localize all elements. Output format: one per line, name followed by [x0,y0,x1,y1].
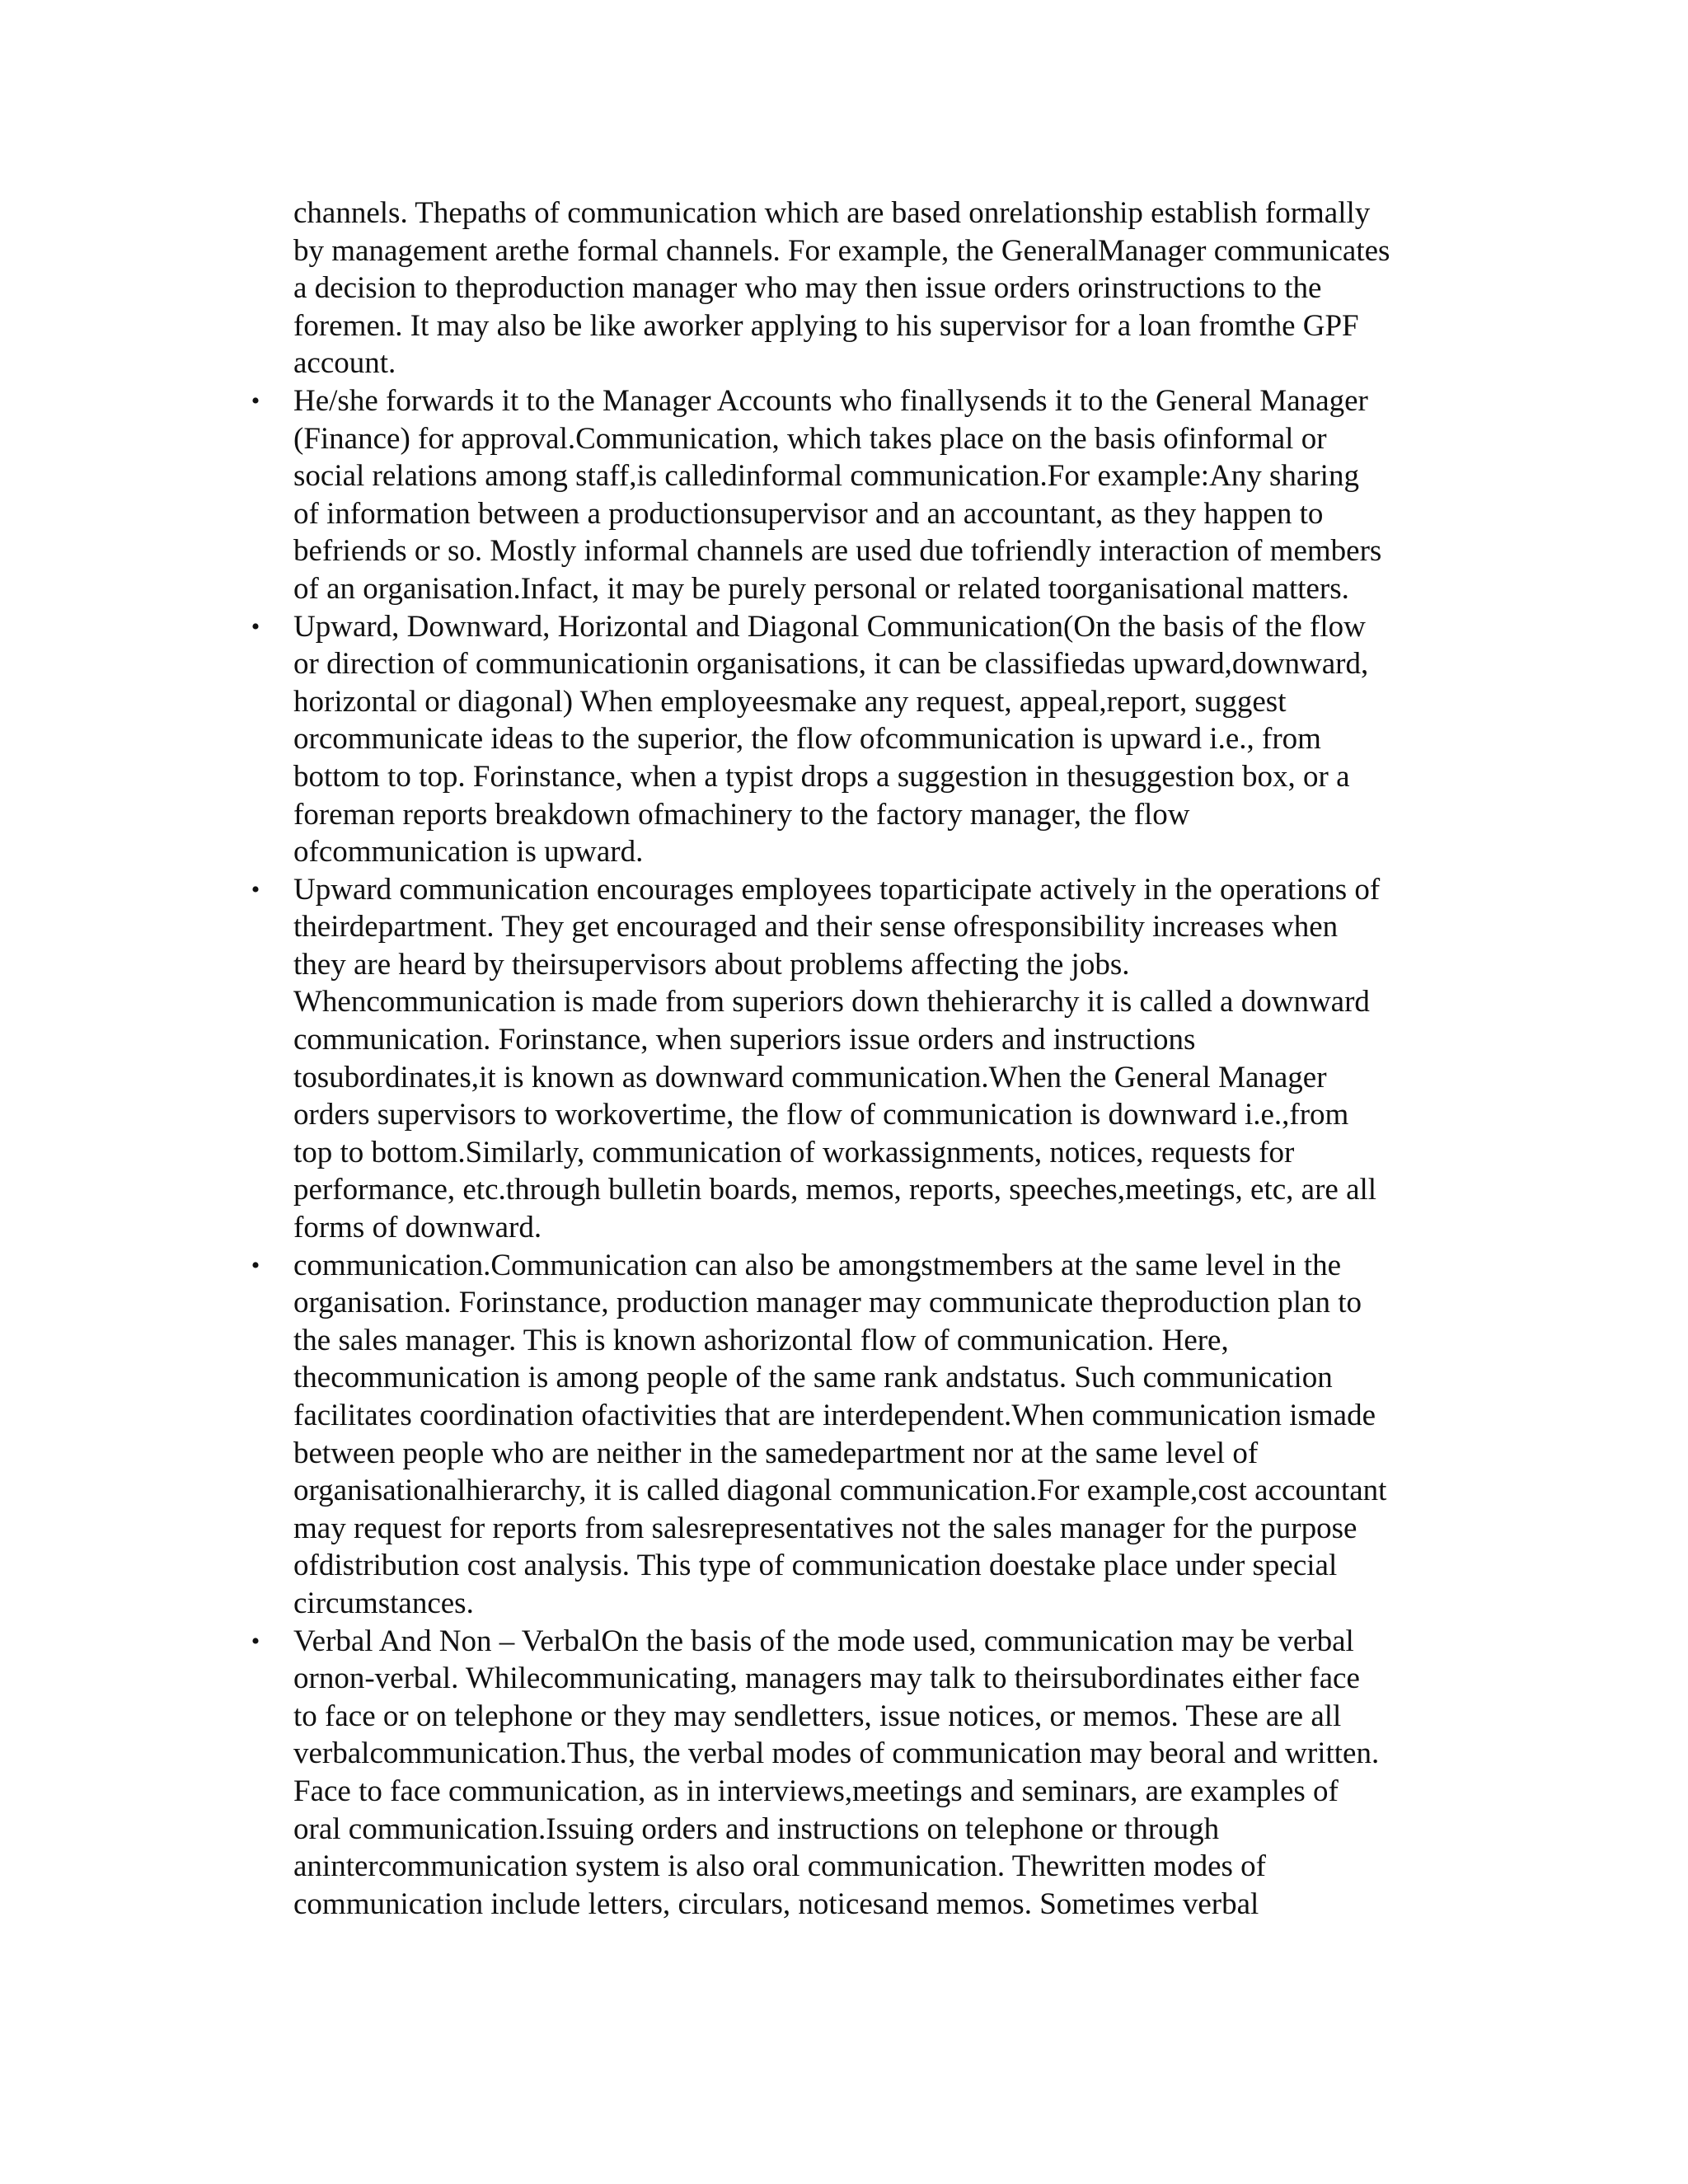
bullet-text: Upward communication encourages employees toparticipate actively in the operations of theirdepartment. They get encouraged and their sense ofresponsibility increases when they are heard by theirsupervisors about problems affecting the jobs. Whencommunication is made from superiors down thehierarchy it is called a downward communication. Forinstance, when superiors issue orders and instructions tosubordinates,it is known as downward communication.When the General Manager orders supervisors to workovertime, the flow of communication is downward i.e.,from top to bottom.Similarly, communication of workassignments, notices, requests for performance, etc.through bulletin boards, memos, reports, speeches,meetings, etc, are all forms of downward. [293,872,1381,1245]
bullet-text: Upward, Downward, Horizontal and Diagonal Communication(On the basis of the flow or direction of communicationin organisations, it can be classifiedas upward,downward, horizontal or diagonal) When employeesmake any request, appeal,report, suggest orcommunicate ideas to the superior, the flow ofcommunication is upward i.e., from bottom to top. Forinstance, when a typist drops a suggestion in thesuggestion box, or a foreman reports breakdown ofmachinery to the factory manager, the flow ofcommunication is upward. [293,609,1369,869]
bullet-item [251,382,1474,608]
page-body [251,194,1474,1923]
bullet-item [251,608,1474,871]
bullet-icon: • [251,387,260,415]
bullet-text: Verbal And Non – VerbalOn the basis of the mode used, communication may be verbal ornon-verbal. Whilecommunicating, managers may talk to theirsubordinates either face to face or on telephone or they may sendletters, issue notices, or memos. These are all verbalcommunication.Thus, the verbal modes of communication may beoral and written. Face to face communication, as in interviews,meetings and seminars, are examples of oral communication.Issuing orders and instructions on telephone or through anintercommunication system is also oral communication. Thewritten modes of communication include letters, circulars, noticesand memos. Sometimes verbal [293,1624,1380,1921]
lead-paragraph: channels. Thepaths of communication which are based onrelationship establish formally by management arethe formal channels. For example, the GeneralManager communicates a decision to theproduction manager who may then issue orders orinstructions to the foremen. It may also be like aworker applying to his supervisor for a loan fromthe GPF account. [293,196,1390,381]
bullet-icon: • [251,612,260,640]
bullet-text: He/she forwards it to the Manager Accounts who finallysends it to the General Manager (Finance) for approval.Communication, which takes place on the basis ofinformal or social relations among staff,is calledinformal communication.For example:Any sharing of information between a productionsupervisor and an accountant, as they happen to befriends or so. Mostly informal channels are used due tofriendly interaction of members of an organisation.Infact, it may be purely personal or related toorganisational matters. [293,383,1382,606]
bullet-icon: • [251,1627,260,1655]
bullet-icon: • [251,1251,260,1279]
bullet-list [251,382,1474,1923]
bullet-text: communication.Communication can also be amongstmembers at the same level in the organisation. Forinstance, production manager may communicate theproduction plan to the sales manager. This is known ashorizontal flow of communication. Here, thecommunication is among people of the same rank andstatus. Such communication facilitates coordination ofactivities that are interdependent.When communication ismade between people who are neither in the samedepartment nor at the same level of organisationalhierarchy, it is called diagonal communication.For example,cost accountant may request for reports from salesrepresentatives not the sales manager for the purpose ofdistribution cost analysis. This type of communication doestake place under special circumstances. [293,1248,1387,1620]
bullet-item [251,1247,1474,1623]
bullet-item [251,871,1474,1247]
bullet-icon: • [251,875,260,903]
bullet-item [251,1623,1474,1924]
